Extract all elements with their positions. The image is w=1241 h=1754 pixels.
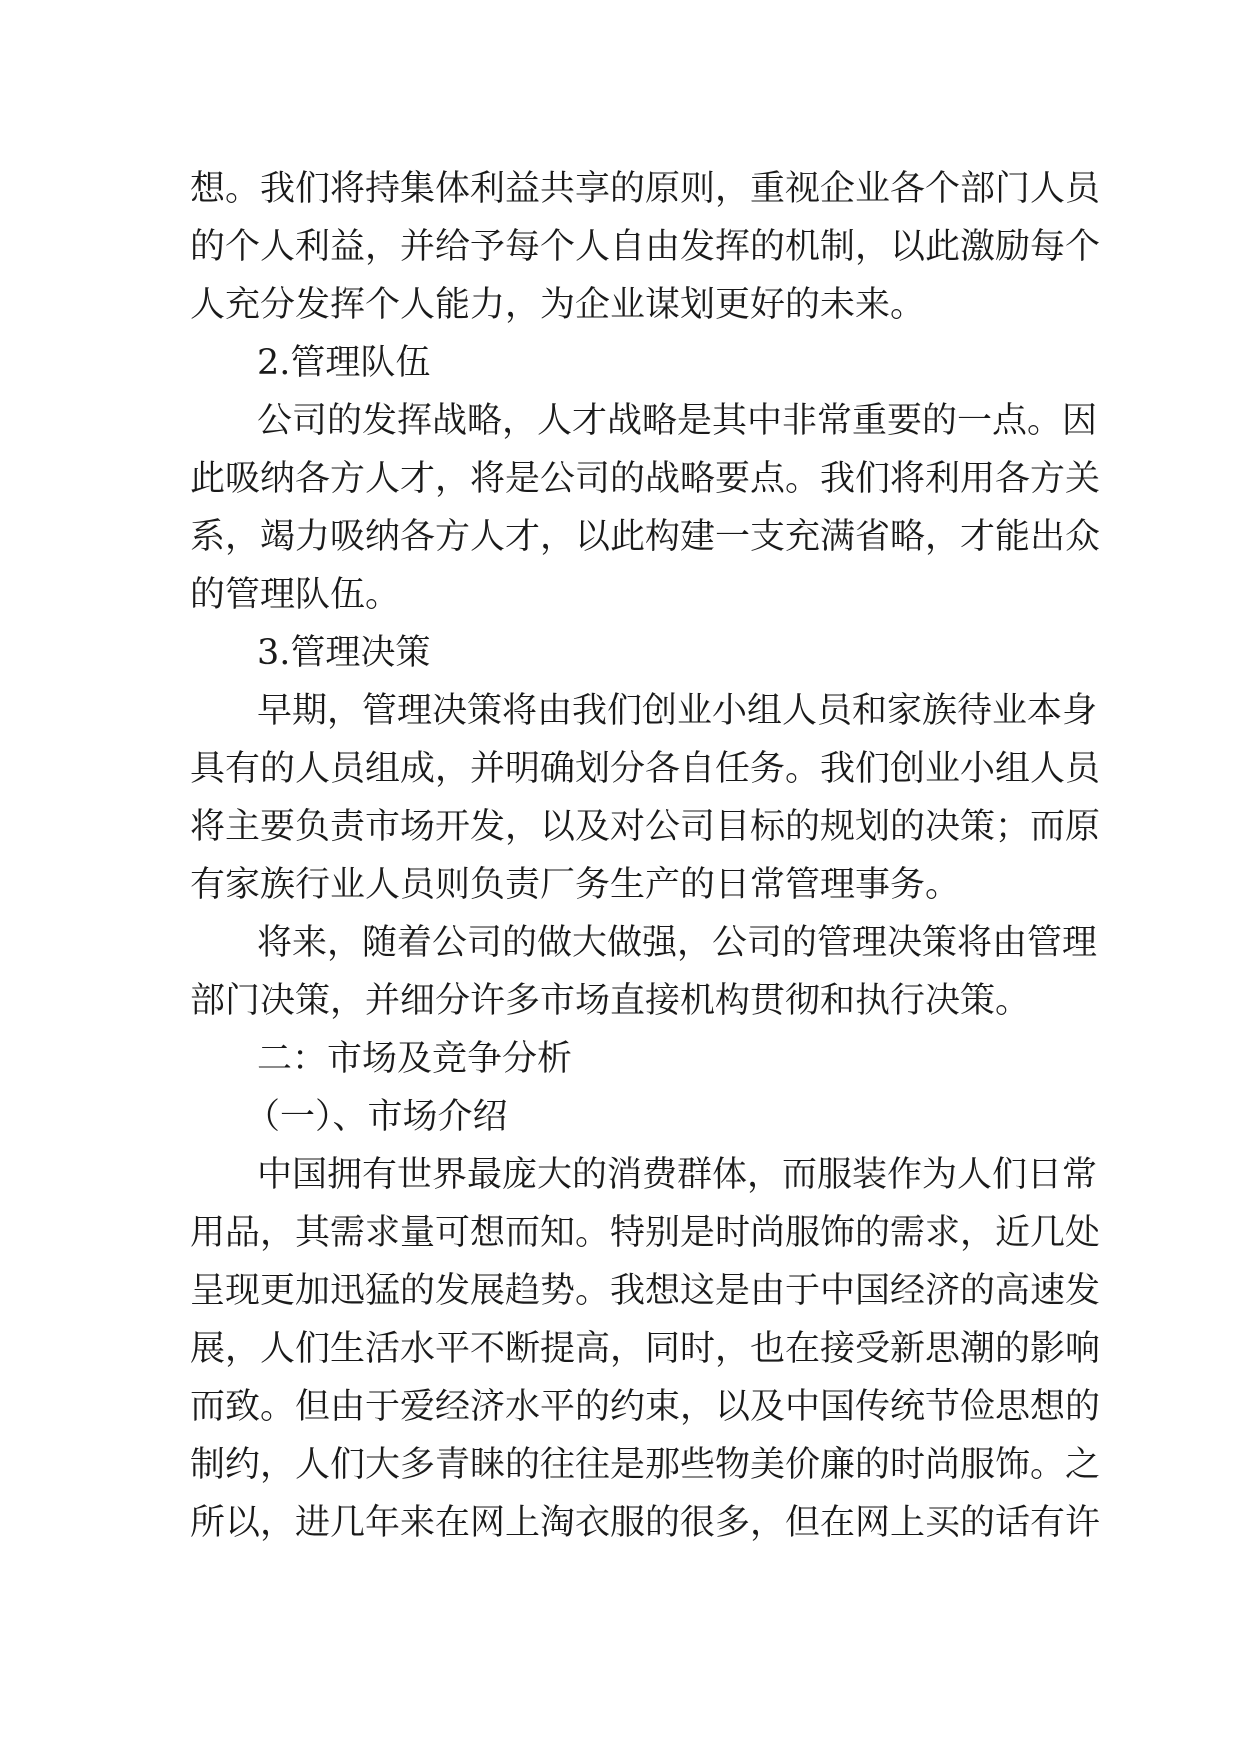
text-line: 想。我们将持集体利益共享的原则，重视企业各个部门人员 [190, 169, 1101, 209]
text-line: 早期，管理决策将由我们创业小组人员和家族待业本身 [257, 691, 1098, 731]
subsection-heading: （一）、市场介绍 [245, 1097, 508, 1137]
text-line: 呈现更加迅猛的发展趋势。我想这是由于中国经济的高速发 [190, 1271, 1101, 1311]
section-heading: 2.管理队伍 [257, 343, 431, 383]
text-line: 的个人利益，并给予每个人自由发挥的机制，以此激励每个 [190, 227, 1101, 267]
text-line: 用品，其需求量可想而知。特别是时尚服饰的需求，近几处 [190, 1213, 1101, 1253]
section-heading: 二：市场及竞争分析 [257, 1039, 573, 1079]
text-line: 公司的发挥战略，人才战略是其中非常重要的一点。因 [257, 401, 1098, 441]
text-line: 此吸纳各方人才，将是公司的战略要点。我们将利用各方关 [190, 459, 1101, 499]
text-line: 有家族行业人员则负责厂务生产的日常管理事务。 [190, 865, 961, 905]
text-line: 人充分发挥个人能力，为企业谋划更好的未来。 [190, 285, 926, 325]
section-heading: 3.管理决策 [257, 633, 431, 673]
text-line: 的管理队伍。 [190, 575, 401, 615]
text-line: 系，竭力吸纳各方人才，以此构建一支充满省略，才能出众 [190, 517, 1101, 557]
text-line: 中国拥有世界最庞大的消费群体，而服装作为人们日常 [257, 1155, 1098, 1195]
text-line: 展，人们生活水平不断提高，同时，也在接受新思潮的影响 [190, 1329, 1101, 1369]
text-line: 而致。但由于爱经济水平的约束，以及中国传统节俭思想的 [190, 1387, 1101, 1427]
text-line: 具有的人员组成，并明确划分各自任务。我们创业小组人员 [190, 749, 1101, 789]
text-line: 所以，进几年来在网上淘衣服的很多，但在网上买的话有许 [190, 1503, 1101, 1543]
text-line: 将主要负责市场开发，以及对公司目标的规划的决策；而原 [190, 807, 1101, 847]
text-line: 制约，人们大多青睐的往往是那些物美价廉的时尚服饰。之 [190, 1445, 1101, 1485]
text-line: 将来，随着公司的做大做强，公司的管理决策将由管理 [257, 923, 1098, 963]
text-line: 部门决策，并细分许多市场直接机构贯彻和执行决策。 [190, 981, 1031, 1021]
